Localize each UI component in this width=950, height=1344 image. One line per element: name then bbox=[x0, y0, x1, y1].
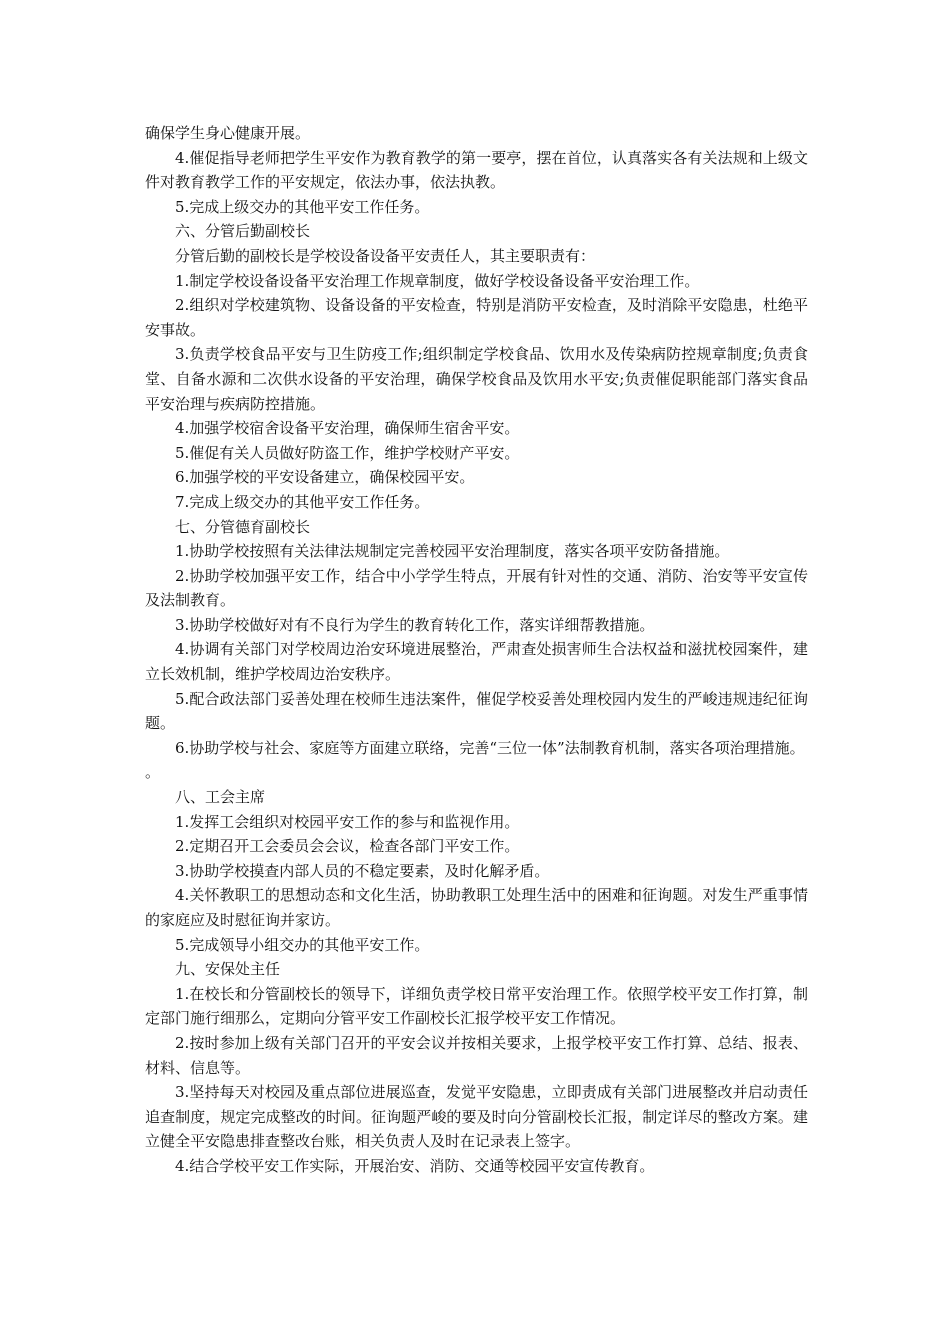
paragraph: 1.在校长和分管副校长的领导下，详细负责学校日常平安治理工作。依照学校平安工作打算，制定部门施行细那么，定期向分管平安工作副校长汇报学校平安工作情况。 bbox=[145, 984, 808, 1028]
paragraph: 1.发挥工会组织对校园平安工作的参与和监视作用。 bbox=[175, 812, 520, 831]
paragraph: 5.完成领导小组交办的其他平安工作。 bbox=[175, 935, 430, 954]
document-body bbox=[145, 121, 808, 1179]
paragraph: 八、工会主席 bbox=[175, 788, 266, 807]
paragraph: 确保学生身心健康开展。 bbox=[145, 124, 311, 142]
paragraph: 3.协助学校摸查内部人员的不稳定要素，及时化解矛盾。 bbox=[175, 861, 550, 880]
paragraph: 5.配合政法部门妥善处理在校师生违法案件，催促学校妥善处理校园内发生的严峻违规违纪征询题。 bbox=[145, 689, 808, 733]
paragraph: 。 bbox=[145, 763, 161, 782]
paragraph: 4.加强学校宿舍设备平安治理，确保师生宿舍平安。 bbox=[175, 419, 520, 438]
paragraph: 5.催促有关人员做好防盗工作，维护学校财产平安。 bbox=[175, 443, 520, 462]
paragraph: 七、分管德育副校长 bbox=[175, 517, 311, 536]
paragraph: 2.按时参加上级有关部门召开的平安会议并按相关要求，上报学校平安工作打算、总结、报表、材料、信息等。 bbox=[145, 1033, 808, 1077]
paragraph: 1.协助学校按照有关法律法规制定完善校园平安治理制度，落实各项平安防备措施。 bbox=[175, 542, 730, 561]
paragraph: 6.加强学校的平安设备建立，确保校园平安。 bbox=[175, 468, 475, 487]
paragraph: 2.组织对学校建筑物、设备设备的平安检查，特别是消防平安检查，及时消除平安隐患，杜绝平安事故。 bbox=[145, 296, 808, 339]
paragraph: 3.协助学校做好对有不良行为学生的教育转化工作，落实详细帮教措施。 bbox=[175, 615, 655, 634]
paragraph: 3.坚持每天对校园及重点部位进展巡查，发觉平安隐患，立即责成有关部门进展整改并启动责任追查制度，规定完成整改的时间。征询题严峻的要及时向分管副校长汇报，制定详尽的整改方案。建立健全平安隐患排查整改台账，相关负责人及时在记录表上签字。 bbox=[145, 1083, 808, 1151]
paragraph: 九、安保处主任 bbox=[175, 960, 281, 979]
paragraph: 4.催促指导老师把学生平安作为教育教学的第一要亭，摆在首位，认真落实各有关法规和上级文件对教育教学工作的平安规定，依法办事，依法执教。 bbox=[145, 148, 808, 192]
paragraph: 1.制定学校设备设备平安治理工作规章制度，做好学校设备设备平安治理工作。 bbox=[175, 271, 700, 290]
paragraph: 分管后勤的副校长是学校设备设备平安责任人，其主要职责有： bbox=[175, 246, 596, 265]
paragraph: 2.协助学校加强平安工作，结合中小学学生特点，开展有针对性的交通、消防、治安等平安宣传及法制教育。 bbox=[145, 566, 808, 610]
paragraph: 7.完成上级交办的其他平安工作任务。 bbox=[175, 492, 430, 511]
paragraph: 六、分管后勤副校长 bbox=[175, 222, 311, 241]
paragraph: 4.关怀教职工的思想动态和文化生活，协助教职工处理生活中的困难和征询题。对发生严重事情的家庭应及时慰征询并家访。 bbox=[145, 886, 808, 929]
paragraph: 3.负责学校食品平安与卫生防疫工作;组织制定学校食品、饮用水及传染病防控规章制度;负责食堂、自备水源和二次供水设备的平安治理，确保学校食品及饮用水平安;负责催促职能部门落实食品平安治理与疾病防控措施。 bbox=[145, 345, 808, 413]
paragraph: 4.协调有关部门对学校周边治安环境进展整治，严肃查处损害师生合法权益和滋扰校园案件，建立长效机制，维护学校周边治安秩序。 bbox=[145, 640, 808, 684]
paragraph: 4.结合学校平安工作实际，开展治安、消防、交通等校园平安宣传教育。 bbox=[175, 1156, 655, 1175]
paragraph: 6.协助学校与社会、家庭等方面建立联络，完善“三位一体”法制教育机制，落实各项治理措施。 bbox=[175, 738, 805, 757]
paragraph: 5.完成上级交办的其他平安工作任务。 bbox=[175, 197, 430, 216]
paragraph: 2.定期召开工会委员会会议，检查各部门平安工作。 bbox=[175, 837, 520, 856]
